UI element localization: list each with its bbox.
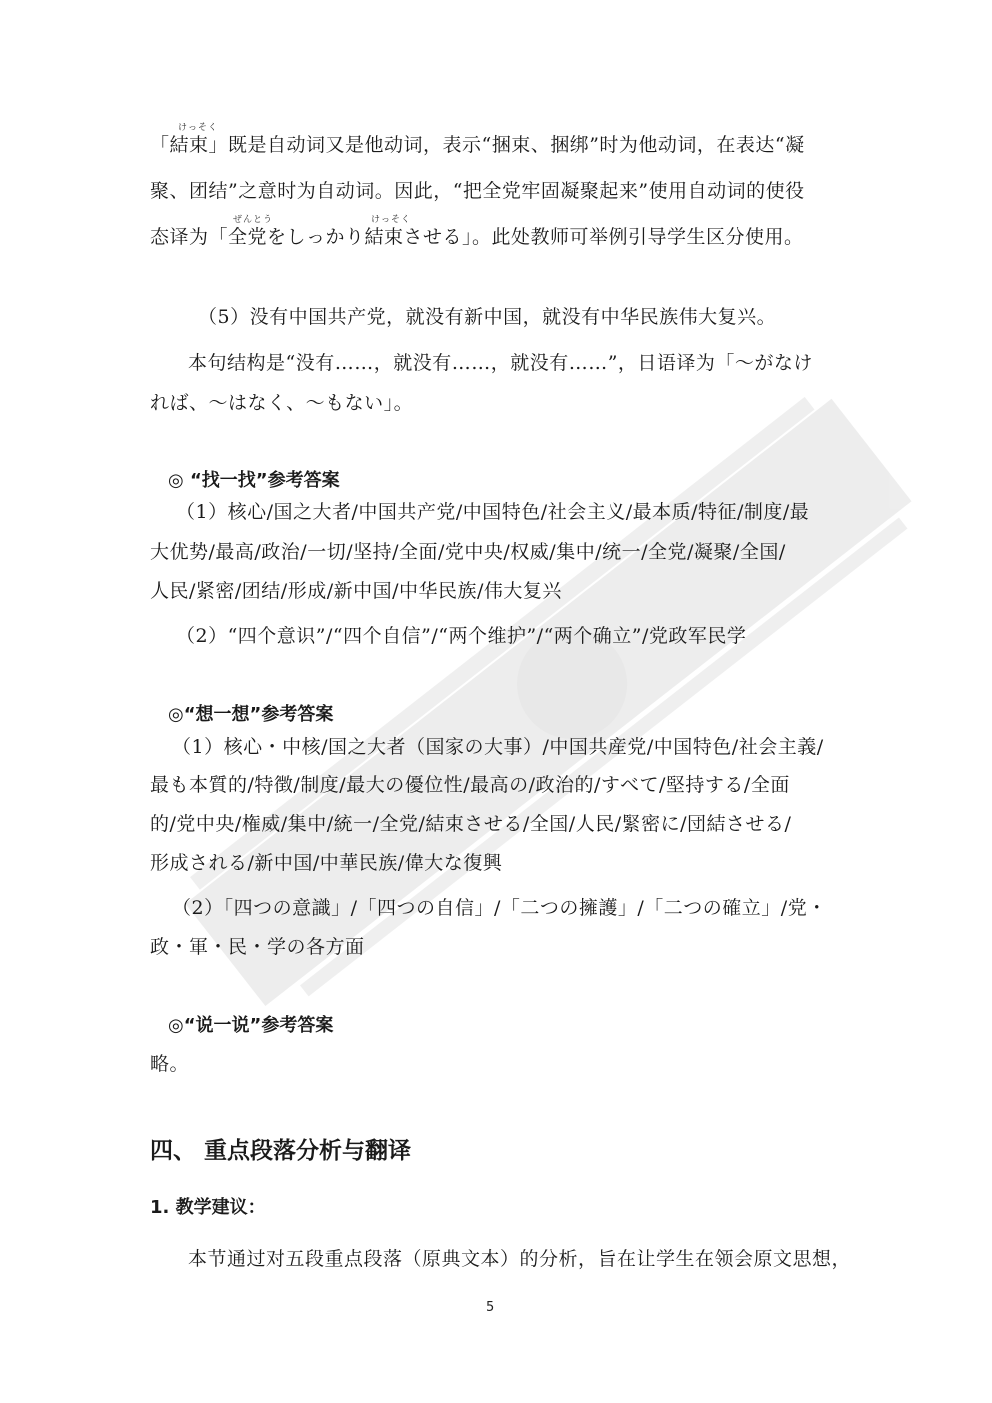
item-5-line: れば、～はなく、～もない」。 — [150, 392, 414, 414]
think-answer-line: 形成される/新中国/中華民族/偉大な復興 — [150, 852, 503, 874]
say-section-heading: ◎“说一说”参考答案 — [168, 1015, 334, 1036]
think-answer-line: （1）核心・中核/国之大者（国家の大事）/中国共産党/中国特色/社会主義/ — [172, 736, 824, 758]
teaching-suggestion-line: 本节通过对五段重点段落（原典文本）的分析，旨在让学生在领会原文思想， — [188, 1248, 852, 1270]
paragraph-line: 态译为「全党をしっかり結束させる」。此处教师可举例引导学生区分使用。 — [150, 226, 804, 248]
teaching-suggestion-heading: 1. 教学建议： — [150, 1197, 266, 1218]
think-answer-line: 政・軍・民・学の各方面 — [150, 936, 365, 958]
paragraph-line: 聚、团结”之意时为自动词。因此，“把全党牢固凝聚起来”使用自动词的使役 — [150, 180, 805, 202]
think-answer-line: 的/党中央/権威/集中/統一/全党/結束させる/全国/人民/緊密に/団結させる/ — [150, 813, 792, 835]
find-answer-line: 人民/紧密/团结/形成/新中国/中华民族/伟大复兴 — [150, 580, 562, 602]
furigana-ketsusoku-1: けっそく — [178, 123, 219, 133]
say-answer: 略。 — [150, 1053, 190, 1075]
think-answer-line: 最も本質的/特徴/制度/最大の優位性/最高の/政治的/すべて/堅持する/全面 — [150, 774, 790, 796]
find-answer-line: 大优势/最高/政治/一切/坚持/全面/党中央/权威/集中/统一/全党/凝聚/全国/ — [150, 541, 786, 563]
think-answer-line: （2）「四つの意識」/「四つの自信」/「二つの擁護」/「二つの確立」/党・ — [172, 897, 827, 919]
find-answer-line: （1）核心/国之大者/中国共产党/中国特色/社会主义/最本质/特征/制度/最 — [176, 501, 810, 523]
furigana-zentou: ぜんとう — [233, 215, 274, 225]
section-4-heading: 四、 重点段落分析与翻译 — [150, 1138, 412, 1164]
find-answer-line: （2）“四个意识”/“四个自信”/“两个维护”/“两个确立”/党政军民学 — [176, 625, 747, 647]
furigana-ketsusoku-2: けっそく — [371, 215, 412, 225]
item-5-title: （5）没有中国共产党，就没有新中国，就没有中华民族伟大复兴。 — [198, 306, 777, 328]
find-section-heading: ◎ “找一找”参考答案 — [168, 470, 340, 491]
paragraph-line: 「結束」既是自动词又是他动词，表示“捆束、捆绑”时为他动词，在表达“凝 — [150, 134, 805, 156]
think-section-heading: ◎“想一想”参考答案 — [168, 704, 334, 725]
page-number: 5 — [486, 1300, 495, 1315]
item-5-line: 本句结构是“没有……，就没有……，就没有……”，日语译为「～がなけ — [188, 352, 813, 374]
